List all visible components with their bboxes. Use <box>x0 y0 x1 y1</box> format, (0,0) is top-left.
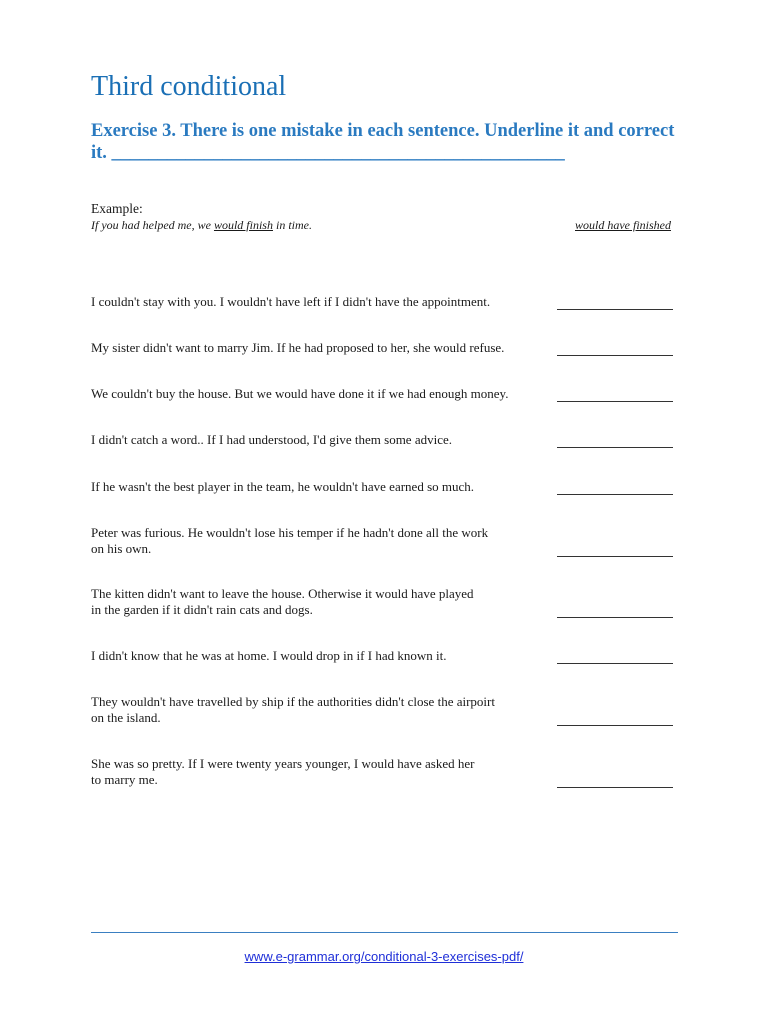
sentence-line: If he wasn't the best player in the team, he wouldn't have earned so much. <box>91 479 475 494</box>
exercise-sentence <box>91 525 553 557</box>
example-sentence-start: If you had helped me, we <box>91 218 214 232</box>
exercise-sentence <box>91 586 553 618</box>
exercise-item <box>91 386 673 426</box>
sentence-line: The kitten didn't want to leave the house. Otherwise it would have played <box>91 586 474 601</box>
example-label: Example: <box>91 201 143 216</box>
sentence-line: I didn't know that he was at home. I would drop in if I had known it. <box>91 648 447 663</box>
answer-blank[interactable] <box>557 617 673 618</box>
exercise-item <box>91 432 673 472</box>
exercise-sentence <box>91 648 553 664</box>
answer-blank[interactable] <box>557 309 673 310</box>
answer-blank[interactable] <box>557 401 673 402</box>
exercise-sentence <box>91 340 553 356</box>
exercise-sentence <box>91 294 553 310</box>
answer-blank[interactable] <box>557 663 673 664</box>
page-title: Third conditional <box>91 71 287 102</box>
exercise-item <box>91 756 673 796</box>
exercise-item <box>91 294 673 334</box>
sentence-line: They wouldn't have travelled by ship if the authorities didn't close the airpoirt <box>91 694 495 709</box>
exercise-item <box>91 479 673 519</box>
exercise-sentence <box>91 479 553 495</box>
sentence-line: She was so pretty. If I were twenty years younger, I would have asked her <box>91 756 475 771</box>
sentence-line: We couldn't buy the house. But we would have done it if we had enough money. <box>91 386 509 401</box>
footer-divider <box>91 932 678 933</box>
exercise-item <box>91 525 673 565</box>
footer-link[interactable]: www.e-grammar.org/conditional-3-exercises-pdf/ <box>244 949 524 964</box>
exercise-item <box>91 340 673 380</box>
sentence-line: on his own. <box>91 541 152 556</box>
sentence-line: Peter was furious. He wouldn't lose his temper if he hadn't done all the work <box>91 525 489 540</box>
sentence-line: My sister didn't want to marry Jim. If he had proposed to her, she would refuse. <box>91 340 505 355</box>
answer-blank[interactable] <box>557 556 673 557</box>
answer-blank[interactable] <box>557 447 673 448</box>
exercise-sentence <box>91 756 553 788</box>
example-sentence-end: in time. <box>272 218 312 232</box>
sentence-line: on the island. <box>91 710 161 725</box>
example-answer: would have finished <box>575 218 671 232</box>
sentence-line: in the garden if it didn't rain cats and dogs. <box>91 602 313 617</box>
exercise-sentence <box>91 386 553 402</box>
answer-blank[interactable] <box>557 494 673 495</box>
answer-blank[interactable] <box>557 355 673 356</box>
exercise-item <box>91 586 673 626</box>
exercise-sentence <box>91 432 553 448</box>
example-mistake: would finish <box>213 218 273 232</box>
example-sentence <box>91 217 312 233</box>
exercise-item <box>91 648 673 688</box>
sentence-line: I couldn't stay with you. I wouldn't have left if I didn't have the appointment. <box>91 294 491 309</box>
answer-blank[interactable] <box>557 725 673 726</box>
answer-blank[interactable] <box>557 787 673 788</box>
sentence-line: I didn't catch a word.. If I had understood, I'd give them some advice. <box>91 432 452 447</box>
sentence-line: to marry me. <box>91 772 158 787</box>
exercise-sentence <box>91 694 553 726</box>
exercise-item <box>91 694 673 734</box>
exercise-instructions: Exercise 3. There is one mistake in each sentence. Underline it and correct it. _________________________________________________ <box>91 121 675 163</box>
